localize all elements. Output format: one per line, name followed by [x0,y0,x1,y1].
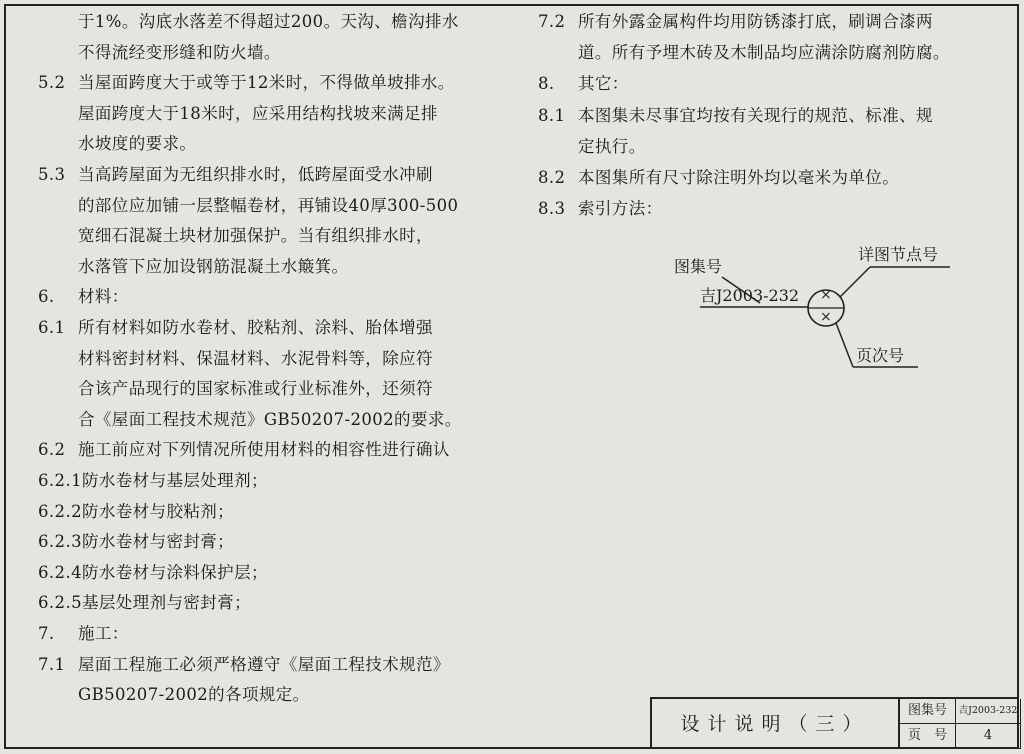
text-line [38,379,433,399]
text-line [38,349,433,369]
clause-number: 8.1 [538,105,566,125]
clause-number: 6.2.2 [38,501,82,521]
clause-text: 防水卷材与胶粘剂； [81,501,235,521]
index-method-diagram [660,245,960,375]
page-number-label: 页次号 [856,346,905,365]
text-line [38,134,196,154]
clause-number: 7. [38,624,55,643]
atlas-no-label: 图集号 [900,699,956,724]
clause-text: 材料： [78,287,129,307]
text-line [538,199,663,219]
clause-number: 8.2 [538,168,566,187]
clause-text: 合《屋面工程技术规范》GB50207-2002的要求。 [78,409,462,429]
text-line [538,106,933,126]
detail-mark-top: × [820,287,832,303]
text-line [38,624,129,644]
text-line [38,287,129,307]
clause-number: 6.2.3 [38,532,82,552]
clause-number: 8. [538,74,555,94]
clause-text: 防水卷材与基层处理剂； [81,471,268,490]
clause-text: 合该产品现行的国家标准或行业标准外，还须符 [78,379,433,399]
text-line [38,318,433,338]
text-line [38,471,268,491]
text-line [38,43,281,63]
clause-text: 防水卷材与密封膏； [81,532,235,552]
text-line [538,43,950,63]
clause-text: 所有外露金属构件均用防锈漆打底，刷调合漆两 [578,12,933,31]
clause-number: 8.3 [538,199,566,219]
clause-text: 于1%。沟底水落差不得超过200。天沟、檐沟排水 [78,12,459,31]
clause-text: 所有材料如防水卷材、胶粘剂、涂料、胎体增强 [78,318,433,337]
clause-number: 6.1 [38,318,66,337]
clause-text: 防水卷材与涂料保护层； [81,562,268,582]
clause-text: 基层处理剂与密封膏； [81,593,251,613]
clause-number: 7.2 [538,12,566,31]
clause-number: 6.2.5 [38,593,82,613]
sheet-title: 设计说明（三） [652,699,900,749]
clause-number: 5.2 [38,73,66,93]
clause-text: 施工： [78,624,129,643]
clause-number: 6.2.1 [38,471,82,490]
clause-text: 本图集未尽事宜均按有关现行的规范、标准、规 [578,105,933,125]
text-line [38,257,348,277]
text-line [38,532,234,552]
clause-number: 5.3 [38,165,66,184]
text-line [38,165,433,185]
text-line [38,502,234,522]
atlas-code-text: 吉J2003-232 [700,286,800,305]
text-line [38,685,310,705]
clause-text: 的部位应加铺一层整幅卷材，再铺设40厚300-500 [78,195,459,215]
clause-text: 当高跨屋面为无组织排水时，低跨屋面受水冲刷 [78,165,433,184]
text-line [38,196,458,216]
clause-number: 6. [38,287,55,307]
page-no-label: 页 号 [900,724,956,749]
clause-text: 屋面跨度大于18米时，应采用结构找坡来满足排 [78,103,438,123]
clause-text: 本图集所有尺寸除注明外均以毫米为单位。 [578,168,900,187]
text-line [538,12,933,32]
clause-text: 其它： [578,74,629,94]
clause-text: GB50207-2002的各项规定。 [78,685,310,705]
text-line [38,73,455,93]
text-line [538,168,899,188]
text-line [38,440,450,460]
text-line [38,410,462,430]
clause-text: 材料密封材料、保温材料、水泥骨料等，除应符 [78,348,433,368]
clause-text: 索引方法： [578,199,663,219]
page-no-value: 4 [956,724,1021,749]
clause-text: 当屋面跨度大于或等于12米时，不得做单坡排水。 [78,73,455,93]
clause-number: 6.2 [38,440,66,460]
clause-text: 道。所有予埋木砖及木制品均应满涂防腐剂防腐。 [578,43,950,63]
text-line [38,226,433,246]
text-line [538,137,646,157]
text-line [38,12,459,32]
detail-node-label: 详图节点号 [858,245,939,264]
clause-number: 6.2.4 [38,562,82,582]
clause-text: 水坡度的要求。 [78,134,197,154]
text-line [38,563,268,583]
clause-text: 不得流经变形缝和防火墙。 [78,42,281,62]
clause-text: 宽细石混凝土块材加强保护。当有组织排水时， [78,226,433,246]
clause-text: 施工前应对下列情况所使用材料的相容性进行确认 [78,440,450,460]
title-block [650,697,1019,749]
text-line [38,655,450,675]
text-line [38,593,251,613]
clause-text: 水落管下应加设钢筋混凝土水簸箕。 [78,256,349,276]
clause-text: 屋面工程施工必须严格遵守《屋面工程技术规范》 [78,654,450,674]
clause-text: 定执行。 [578,136,646,156]
text-line [538,74,629,94]
clause-number: 7.1 [38,654,66,674]
atlas-number-label: 图集号 [674,257,723,276]
detail-mark-bottom: × [820,309,832,325]
atlas-no-value: 吉J2003-232 [956,699,1021,724]
text-line [38,104,438,124]
